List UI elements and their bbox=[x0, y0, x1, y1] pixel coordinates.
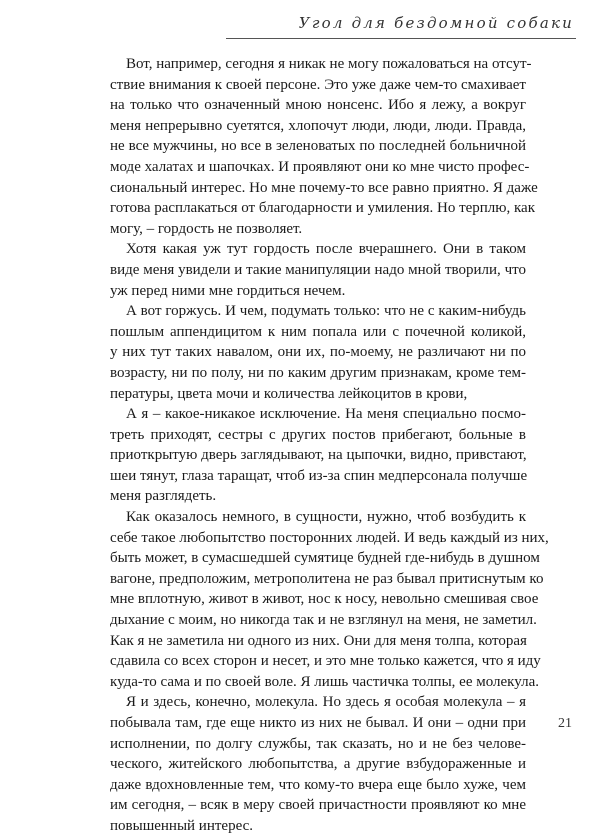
text-line: приоткрытую дверь заглядывают, на цыпочки, видно, привстают, bbox=[110, 447, 527, 464]
text-line: вагоне, предположим, метрополитена не раз бывал притиснутым ко bbox=[110, 570, 544, 587]
text-line: сдавила со всех сторон и несет, и это мне только кажется, что я иду bbox=[110, 653, 541, 670]
page-number: 21 bbox=[558, 716, 572, 731]
text-line: повышенный интерес. bbox=[110, 817, 254, 834]
text-line: мне вплотную, живот в живот, нос к носу, невольно смешивая свое bbox=[110, 591, 539, 608]
text-line: треть приходят, сестры с других постов прибегают, больные в bbox=[110, 426, 526, 443]
text-line: им сегодня, – всяк в меру своей причастности проявляют ко мне bbox=[110, 797, 526, 814]
header-rule bbox=[226, 38, 576, 39]
text-line: на только что означенный мною нонсенс. Ибо я лежу, а вокруг bbox=[110, 97, 526, 114]
text-line: шеи тянут, глаза таращат, чтоб из-за спин медперсонала получше bbox=[110, 467, 528, 484]
text-line: А вот горжусь. И чем, подумать только: что не с каким-нибудь bbox=[126, 303, 526, 320]
text-line: у них тут таких навалом, они их, по-моему, не различают ни по bbox=[110, 344, 526, 361]
text-line: Как оказалось немного, в сущности, нужно, чтоб возбудить к bbox=[126, 509, 526, 526]
text-line: даже вдохновленные тем, что кому-то вчера еще было хуже, чем bbox=[110, 776, 526, 793]
text-line: пературы, цвета мочи и количества лейкоцитов в крови, bbox=[110, 385, 468, 402]
text-line: пошлым аппендицитом к ним попала или с почечной коликой, bbox=[110, 323, 526, 340]
text-line: дыхание с моим, но никогда так и не взглянул на меня, не заметил. bbox=[110, 612, 537, 629]
text-line: исполнении, по долгу службы, так сказать, но и не без челове- bbox=[110, 735, 526, 752]
paragraph bbox=[110, 301, 526, 404]
paragraph bbox=[110, 692, 526, 836]
body-text bbox=[110, 54, 549, 837]
text-line: быть может, в сумасшедшей сумятице будней где-нибудь в душном bbox=[110, 550, 540, 567]
text-line: могу, – гордость не позволяет. bbox=[110, 220, 303, 237]
text-line: ствие внимания к своей персоне. Это уже даже чем-то смахивает bbox=[110, 76, 526, 93]
text-line: виде меня увидели и такие манипуляции надо мной творили, что bbox=[110, 261, 526, 278]
text-line: побывала там, где еще никто из них не бывал. И они – одни при bbox=[110, 715, 526, 731]
text-line: не все мужчины, но все в зеленоватых по последней больничной bbox=[110, 138, 526, 155]
text-line: готова расплакаться от благодарности и умиления. Но терплю, как bbox=[110, 200, 536, 217]
paragraph bbox=[110, 239, 526, 301]
text-line: Я и здесь, конечно, молекула. Но здесь я особая молекула – я bbox=[126, 694, 526, 711]
text-line: возрасту, ни по полу, ни по каким другим признакам, кроме тем- bbox=[110, 364, 526, 381]
running-header: Угол для бездомной собаки bbox=[298, 14, 574, 32]
text-line: меня непрерывно суетятся, хлопочут люди, люди, люди. Правда, bbox=[110, 117, 526, 134]
text-line: Как я не заметила ни одного из них. Они для меня толпа, которая bbox=[110, 632, 527, 649]
text-line: меня разглядеть. bbox=[110, 488, 217, 505]
text-line: ческого, житейского любопытства, а другие взбудораженные и bbox=[110, 756, 526, 773]
paragraph bbox=[110, 507, 549, 692]
paragraph bbox=[110, 54, 538, 239]
text-line: себе такое любопытство посторонних людей. И ведь каждый из них, bbox=[110, 529, 549, 546]
paragraph bbox=[110, 404, 526, 507]
text-line: Хотя какая уж тут гордость после вчерашнего. Они в таком bbox=[126, 241, 526, 258]
text-line: Вот, например, сегодня я никак не могу пожаловаться на отсут- bbox=[126, 56, 532, 72]
text-line: моде халатах и шапочках. И проявляют они ко мне чисто профес- bbox=[110, 158, 530, 175]
text-line: А я – какое-никакое исключение. На меня специально посмо- bbox=[126, 406, 526, 423]
text-line: куда-то сама и по своей воле. Я лишь частичка толпы, ее молекула. bbox=[110, 673, 539, 690]
text-line: уж перед ними мне гордиться нечем. bbox=[110, 282, 346, 299]
text-line: сиональный интерес. Но мне почему-то все равно приятно. Я даже bbox=[110, 179, 538, 196]
